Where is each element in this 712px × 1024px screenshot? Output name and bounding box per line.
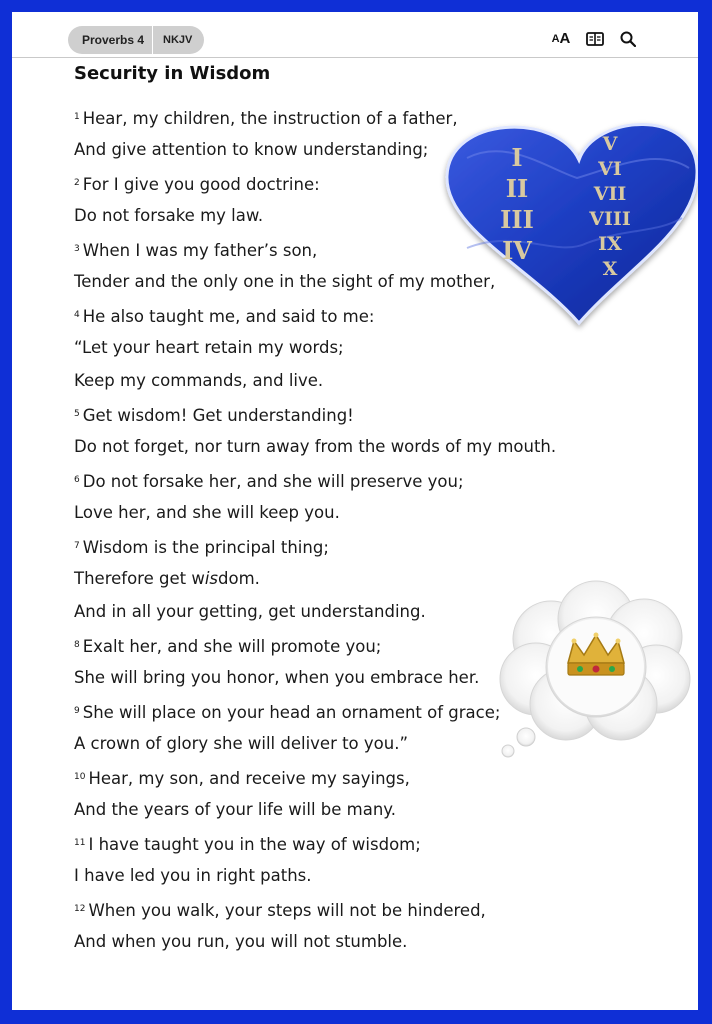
verse-text: Hear, my children, the instruction of a father, <box>82 109 458 128</box>
verse-text: Do not forsake my law. <box>74 206 264 225</box>
verse-text: She will place on your head an ornament of grace; <box>82 703 501 722</box>
verse-text: Keep my commands, and live. <box>74 371 324 390</box>
numeral-left: IV <box>502 236 532 265</box>
verse-text: Love her, and she will keep you. <box>74 503 340 522</box>
verse-text: Do not forget, nor turn away from the words of my mouth. <box>74 437 557 456</box>
numeral-left: I <box>511 143 523 172</box>
verse-line[interactable] <box>74 863 694 896</box>
ten-commandments-heart-image <box>427 108 698 333</box>
verse-text: “Let your heart retain my words; <box>74 338 344 357</box>
verse-line[interactable] <box>74 797 694 830</box>
numeral-left: III <box>500 205 534 234</box>
verse-line[interactable] <box>74 434 694 467</box>
verse-line[interactable] <box>74 896 694 929</box>
verse-number: 6 <box>74 475 80 485</box>
section-title: Security in Wisdom <box>74 63 271 84</box>
version-button[interactable]: NKJV <box>163 34 193 46</box>
verse-text: For I give you good doctrine: <box>82 175 320 194</box>
verse-number: 8 <box>74 640 80 650</box>
numeral-right: IX <box>598 233 622 255</box>
verse-line[interactable] <box>74 335 694 368</box>
verse-text: And the years of your life will be many. <box>74 800 396 819</box>
verse-text: And give attention to know understanding; <box>74 140 429 159</box>
verse-number: 1 <box>74 112 80 122</box>
verse-line[interactable] <box>74 533 694 566</box>
reader-toolbar <box>12 12 698 58</box>
verse-text: Exalt her, and she will promote you; <box>82 637 382 656</box>
verse-text: When I was my father’s son, <box>82 241 318 260</box>
numeral-right: VIII <box>589 208 631 230</box>
text-size-icon[interactable]: A A <box>551 30 571 47</box>
book-chapter-button[interactable]: Proverbs 4 <box>82 33 145 47</box>
verse-number: 5 <box>74 409 80 419</box>
verse-number: 3 <box>74 244 80 254</box>
verse-line[interactable] <box>74 401 694 434</box>
verse-text: Do not forsake her, and she will preserve you; <box>82 472 464 491</box>
thought-bubble-crown-image <box>496 579 696 769</box>
verse-text: Therefore get wisdom. <box>74 569 260 588</box>
verse-text: Get wisdom! Get understanding! <box>82 406 354 425</box>
verse-number: 10 <box>74 772 86 782</box>
verse-line[interactable] <box>74 467 694 500</box>
verse-line[interactable] <box>74 830 694 863</box>
verse-number: 4 <box>74 310 80 320</box>
numeral-right: V <box>602 133 618 155</box>
passage-selector <box>68 26 204 54</box>
verse-text: And when you run, you will not stumble. <box>74 932 408 951</box>
verse-number: 7 <box>74 541 80 551</box>
verse-text: He also taught me, and said to me: <box>82 307 375 326</box>
verse-text: Wisdom is the principal thing; <box>82 538 329 557</box>
verse-line[interactable] <box>74 929 694 962</box>
verse-text: When you walk, your steps will not be hindered, <box>88 901 486 920</box>
verse-number: 11 <box>74 838 86 848</box>
numeral-right: X <box>602 258 618 280</box>
numeral-right: VI <box>598 158 622 180</box>
verse-text: Hear, my son, and receive my sayings, <box>88 769 410 788</box>
verse-text: Tender and the only one in the sight of my mother, <box>74 272 496 291</box>
reader-page <box>12 12 698 1010</box>
verse-text: A crown of glory she will deliver to you.” <box>74 734 409 753</box>
verse-text: She will bring you honor, when you embrace her. <box>74 668 480 687</box>
verse-line[interactable] <box>74 368 694 401</box>
verse-text: I have led you in right paths. <box>74 866 312 885</box>
search-icon[interactable] <box>620 31 636 47</box>
toolbar-icons <box>550 30 636 47</box>
verse-number: 12 <box>74 904 86 914</box>
numeral-left: II <box>505 174 529 203</box>
verse-text: And in all your getting, get understanding. <box>74 602 426 621</box>
verse-number: 9 <box>74 706 80 716</box>
numeral-right: VII <box>593 183 627 205</box>
verse-line[interactable] <box>74 500 694 533</box>
parallel-view-icon[interactable] <box>586 32 604 46</box>
verse-text: I have taught you in the way of wisdom; <box>88 835 421 854</box>
verse-number: 2 <box>74 178 80 188</box>
